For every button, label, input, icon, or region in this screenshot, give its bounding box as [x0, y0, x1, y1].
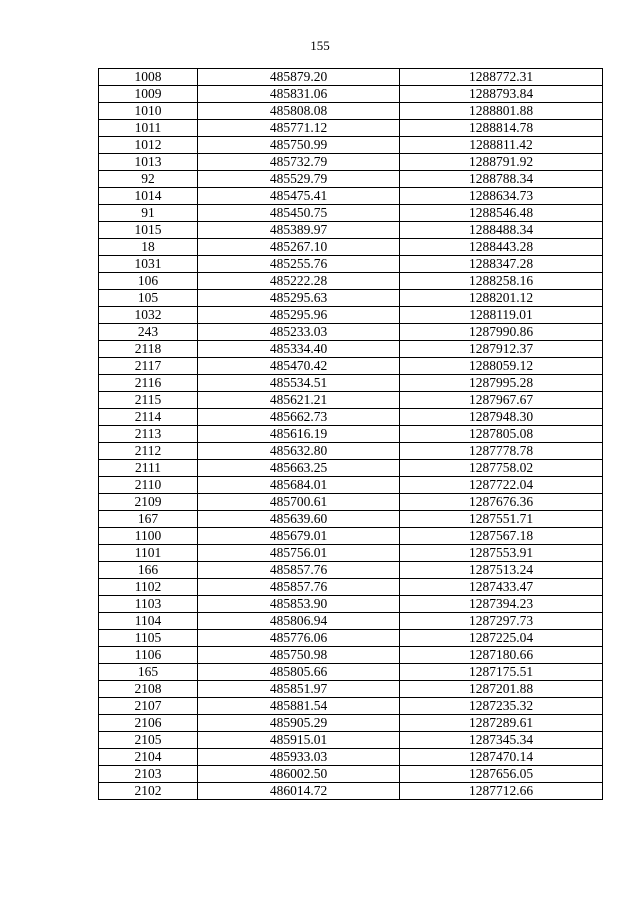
x-coordinate-cell: 485632.80: [198, 443, 400, 460]
y-coordinate-cell: 1287722.04: [400, 477, 603, 494]
y-coordinate-cell: 1288443.28: [400, 239, 603, 256]
table-row: [99, 188, 603, 205]
table-row: [99, 545, 603, 562]
y-coordinate-cell: 1288059.12: [400, 358, 603, 375]
y-coordinate-cell: 1287180.66: [400, 647, 603, 664]
y-coordinate-cell: 1287289.61: [400, 715, 603, 732]
table-row: [99, 103, 603, 120]
table-row: [99, 596, 603, 613]
y-coordinate-cell: 1288801.88: [400, 103, 603, 120]
coordinates-table-body: [99, 69, 603, 800]
table-row: [99, 647, 603, 664]
y-coordinate-cell: 1288488.34: [400, 222, 603, 239]
point-id-cell: 243: [99, 324, 198, 341]
y-coordinate-cell: 1287551.71: [400, 511, 603, 528]
table-row: [99, 290, 603, 307]
point-id-cell: 1103: [99, 596, 198, 613]
x-coordinate-cell: 485831.06: [198, 86, 400, 103]
table-row: [99, 171, 603, 188]
y-coordinate-cell: 1287394.23: [400, 596, 603, 613]
x-coordinate-cell: 485750.99: [198, 137, 400, 154]
x-coordinate-cell: 485776.06: [198, 630, 400, 647]
y-coordinate-cell: 1287235.32: [400, 698, 603, 715]
table-row: [99, 528, 603, 545]
point-id-cell: 166: [99, 562, 198, 579]
table-row: [99, 392, 603, 409]
point-id-cell: 1102: [99, 579, 198, 596]
x-coordinate-cell: 485267.10: [198, 239, 400, 256]
table-row: [99, 324, 603, 341]
x-coordinate-cell: 485295.96: [198, 307, 400, 324]
table-row: [99, 358, 603, 375]
point-id-cell: 2103: [99, 766, 198, 783]
y-coordinate-cell: 1287805.08: [400, 426, 603, 443]
table-row: [99, 766, 603, 783]
point-id-cell: 2116: [99, 375, 198, 392]
y-coordinate-cell: 1287912.37: [400, 341, 603, 358]
table-row: [99, 681, 603, 698]
y-coordinate-cell: 1288793.84: [400, 86, 603, 103]
x-coordinate-cell: 485857.76: [198, 562, 400, 579]
point-id-cell: 105: [99, 290, 198, 307]
y-coordinate-cell: 1287676.36: [400, 494, 603, 511]
table-row: [99, 205, 603, 222]
table-row: [99, 579, 603, 596]
x-coordinate-cell: 485933.03: [198, 749, 400, 766]
table-row: [99, 783, 603, 800]
y-coordinate-cell: 1287712.66: [400, 783, 603, 800]
table-row: [99, 511, 603, 528]
point-id-cell: 1011: [99, 120, 198, 137]
coordinates-table: [98, 68, 603, 800]
point-id-cell: 2104: [99, 749, 198, 766]
y-coordinate-cell: 1287948.30: [400, 409, 603, 426]
x-coordinate-cell: 485529.79: [198, 171, 400, 188]
table-row: [99, 222, 603, 239]
point-id-cell: 1010: [99, 103, 198, 120]
x-coordinate-cell: 485534.51: [198, 375, 400, 392]
table-row: [99, 154, 603, 171]
table-row: [99, 698, 603, 715]
x-coordinate-cell: 485662.73: [198, 409, 400, 426]
point-id-cell: 167: [99, 511, 198, 528]
table-row: [99, 307, 603, 324]
point-id-cell: 2109: [99, 494, 198, 511]
point-id-cell: 2106: [99, 715, 198, 732]
point-id-cell: 2117: [99, 358, 198, 375]
x-coordinate-cell: 485616.19: [198, 426, 400, 443]
x-coordinate-cell: 485732.79: [198, 154, 400, 171]
point-id-cell: 2107: [99, 698, 198, 715]
point-id-cell: 2112: [99, 443, 198, 460]
y-coordinate-cell: 1288546.48: [400, 205, 603, 222]
point-id-cell: 1032: [99, 307, 198, 324]
table-row: [99, 409, 603, 426]
table-row: [99, 477, 603, 494]
x-coordinate-cell: 485756.01: [198, 545, 400, 562]
table-row: [99, 664, 603, 681]
y-coordinate-cell: 1288634.73: [400, 188, 603, 205]
point-id-cell: 2105: [99, 732, 198, 749]
table-row: [99, 239, 603, 256]
y-coordinate-cell: 1288119.01: [400, 307, 603, 324]
y-coordinate-cell: 1287433.47: [400, 579, 603, 596]
table-row: [99, 630, 603, 647]
x-coordinate-cell: 486014.72: [198, 783, 400, 800]
x-coordinate-cell: 485905.29: [198, 715, 400, 732]
point-id-cell: 2108: [99, 681, 198, 698]
x-coordinate-cell: 485771.12: [198, 120, 400, 137]
y-coordinate-cell: 1288201.12: [400, 290, 603, 307]
y-coordinate-cell: 1287225.04: [400, 630, 603, 647]
point-id-cell: 1008: [99, 69, 198, 86]
point-id-cell: 1104: [99, 613, 198, 630]
x-coordinate-cell: 486002.50: [198, 766, 400, 783]
table-row: [99, 460, 603, 477]
table-row: [99, 69, 603, 86]
x-coordinate-cell: 485389.97: [198, 222, 400, 239]
point-id-cell: 2102: [99, 783, 198, 800]
point-id-cell: 18: [99, 239, 198, 256]
y-coordinate-cell: 1287201.88: [400, 681, 603, 698]
point-id-cell: 2110: [99, 477, 198, 494]
point-id-cell: 2113: [99, 426, 198, 443]
y-coordinate-cell: 1287345.34: [400, 732, 603, 749]
table-row: [99, 749, 603, 766]
x-coordinate-cell: 485639.60: [198, 511, 400, 528]
x-coordinate-cell: 485853.90: [198, 596, 400, 613]
table-row: [99, 341, 603, 358]
table-row: [99, 494, 603, 511]
x-coordinate-cell: 485805.66: [198, 664, 400, 681]
y-coordinate-cell: 1287567.18: [400, 528, 603, 545]
table-row: [99, 137, 603, 154]
point-id-cell: 2118: [99, 341, 198, 358]
x-coordinate-cell: 485470.42: [198, 358, 400, 375]
point-id-cell: 2115: [99, 392, 198, 409]
y-coordinate-cell: 1288788.34: [400, 171, 603, 188]
point-id-cell: 2114: [99, 409, 198, 426]
y-coordinate-cell: 1288811.42: [400, 137, 603, 154]
x-coordinate-cell: 485857.76: [198, 579, 400, 596]
point-id-cell: 165: [99, 664, 198, 681]
x-coordinate-cell: 485663.25: [198, 460, 400, 477]
table-row: [99, 86, 603, 103]
point-id-cell: 1101: [99, 545, 198, 562]
y-coordinate-cell: 1288347.28: [400, 256, 603, 273]
y-coordinate-cell: 1287470.14: [400, 749, 603, 766]
point-id-cell: 92: [99, 171, 198, 188]
point-id-cell: 1031: [99, 256, 198, 273]
y-coordinate-cell: 1287175.51: [400, 664, 603, 681]
x-coordinate-cell: 485684.01: [198, 477, 400, 494]
table-row: [99, 613, 603, 630]
x-coordinate-cell: 485806.94: [198, 613, 400, 630]
table-row: [99, 375, 603, 392]
point-id-cell: 1013: [99, 154, 198, 171]
x-coordinate-cell: 485334.40: [198, 341, 400, 358]
table-row: [99, 562, 603, 579]
y-coordinate-cell: 1287297.73: [400, 613, 603, 630]
y-coordinate-cell: 1288258.16: [400, 273, 603, 290]
point-id-cell: 1100: [99, 528, 198, 545]
x-coordinate-cell: 485222.28: [198, 273, 400, 290]
x-coordinate-cell: 485881.54: [198, 698, 400, 715]
table-row: [99, 256, 603, 273]
x-coordinate-cell: 485233.03: [198, 324, 400, 341]
y-coordinate-cell: 1287758.02: [400, 460, 603, 477]
table-row: [99, 273, 603, 290]
y-coordinate-cell: 1287778.78: [400, 443, 603, 460]
x-coordinate-cell: 485700.61: [198, 494, 400, 511]
y-coordinate-cell: 1287995.28: [400, 375, 603, 392]
x-coordinate-cell: 485679.01: [198, 528, 400, 545]
y-coordinate-cell: 1287553.91: [400, 545, 603, 562]
y-coordinate-cell: 1288814.78: [400, 120, 603, 137]
table-row: [99, 120, 603, 137]
x-coordinate-cell: 485255.76: [198, 256, 400, 273]
x-coordinate-cell: 485808.08: [198, 103, 400, 120]
point-id-cell: 2111: [99, 460, 198, 477]
x-coordinate-cell: 485475.41: [198, 188, 400, 205]
table-row: [99, 715, 603, 732]
x-coordinate-cell: 485915.01: [198, 732, 400, 749]
x-coordinate-cell: 485851.97: [198, 681, 400, 698]
y-coordinate-cell: 1288791.92: [400, 154, 603, 171]
y-coordinate-cell: 1287990.86: [400, 324, 603, 341]
y-coordinate-cell: 1287513.24: [400, 562, 603, 579]
point-id-cell: 1106: [99, 647, 198, 664]
x-coordinate-cell: 485295.63: [198, 290, 400, 307]
point-id-cell: 1105: [99, 630, 198, 647]
point-id-cell: 1009: [99, 86, 198, 103]
y-coordinate-cell: 1288772.31: [400, 69, 603, 86]
x-coordinate-cell: 485750.98: [198, 647, 400, 664]
table-row: [99, 443, 603, 460]
point-id-cell: 1012: [99, 137, 198, 154]
point-id-cell: 106: [99, 273, 198, 290]
table-row: [99, 732, 603, 749]
x-coordinate-cell: 485621.21: [198, 392, 400, 409]
y-coordinate-cell: 1287656.05: [400, 766, 603, 783]
point-id-cell: 1014: [99, 188, 198, 205]
y-coordinate-cell: 1287967.67: [400, 392, 603, 409]
point-id-cell: 91: [99, 205, 198, 222]
x-coordinate-cell: 485450.75: [198, 205, 400, 222]
table-row: [99, 426, 603, 443]
page-number: 155: [310, 38, 330, 53]
x-coordinate-cell: 485879.20: [198, 69, 400, 86]
point-id-cell: 1015: [99, 222, 198, 239]
